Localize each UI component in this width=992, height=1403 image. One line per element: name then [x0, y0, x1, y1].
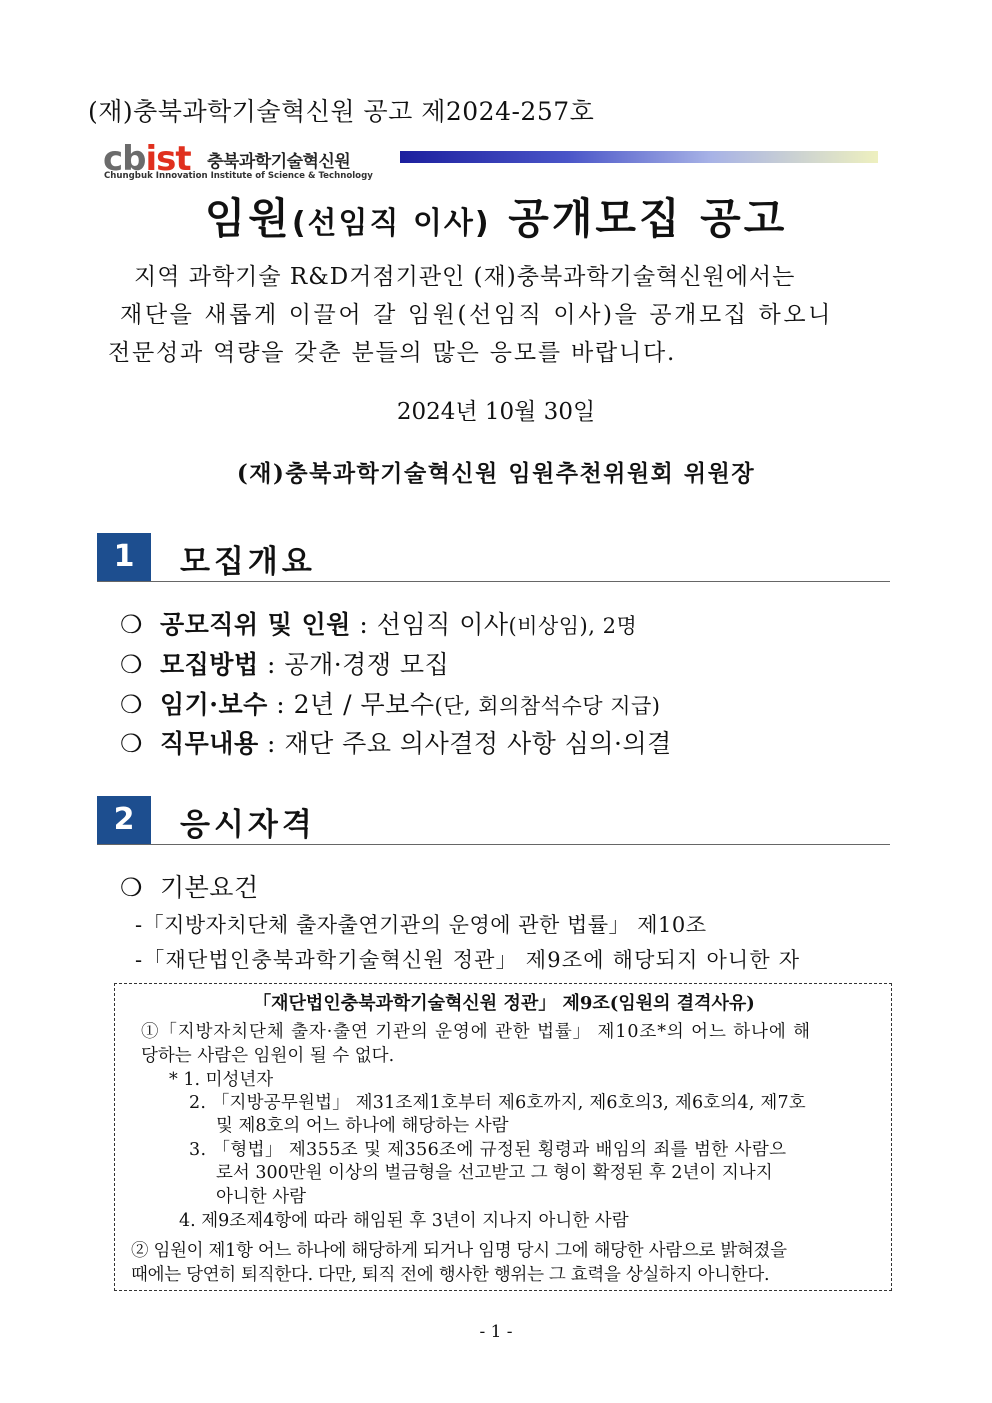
logo-english-name: Chungbuk Innovation Institute of Science & Technology [104, 171, 373, 181]
sub-item-3-line-2: 로서 300만원 이상의 벌금형을 선고받고 그 형이 확정된 후 2년이 지나지 [216, 1163, 773, 1183]
circle-bullet-icon: ❍ [120, 873, 143, 902]
clause-2-line-1: ② 임원이 제1항 어느 하나에 해당하게 되거나 임명 당시 그에 해당한 사람으로 밝혀졌을 [131, 1241, 787, 1261]
item-paren: (단, 회의참석수당 지급) [434, 694, 661, 718]
sub-item-3-line-1: 3. 「형법」 제355조 및 제356조에 규정된 횡령과 배임의 죄를 범한 사람으 [189, 1140, 787, 1160]
notice-number: (재)충북과학기술혁신원 공고 제2024-257호 [88, 97, 595, 126]
overview-item-term [120, 685, 660, 721]
header-gradient-bar [400, 151, 878, 163]
overview-item-position [120, 605, 637, 641]
logo-word-red: ist [145, 139, 191, 179]
requirement-item-2: -「재단법인충북과학기술혁신원 정관」 제9조에 해당되지 아니한 자 [135, 948, 801, 972]
section-2-title: 응시자격 [180, 807, 316, 843]
item-sep: : [350, 610, 377, 639]
requirement-item-1: -「지방자치단체 출자출연기관의 운영에 관한 법률」 제10조 [135, 913, 707, 937]
overview-item-duty [120, 724, 672, 760]
sub-item-1: * 1. 미성년자 [169, 1070, 274, 1090]
circle-bullet-icon: ❍ [120, 610, 143, 639]
box-title: 「재단법인충북과학기술혁신원 정관」 제9조(임원의 결격사유) [253, 993, 755, 1014]
announcement-date: 2024년 10월 30일 [396, 399, 596, 425]
intro-line-2: 재단을 새롭게 이끌어 갈 임원(선임직 이사)을 공개모집 하오니 [120, 302, 833, 328]
requirements-subhead [120, 868, 259, 904]
overview-item-method [120, 645, 449, 681]
item-value: 공개·경쟁 모집 [284, 650, 450, 679]
item-sep: : [258, 729, 285, 758]
logo-word-gray: cb [103, 139, 146, 179]
item-sep: : [267, 690, 294, 719]
sub-item-4: 4. 제9조제4항에 따라 해임된 후 3년이 지나지 아니한 사람 [179, 1211, 629, 1231]
item-key: 모집방법 [160, 650, 259, 679]
articles-box [114, 983, 892, 1291]
title-main-1: 임원 [204, 194, 292, 243]
item-key: 공모직위 및 인원 [160, 610, 351, 639]
cbist-logo [103, 139, 403, 185]
page-title [0, 186, 992, 246]
section-2-number: 2 [97, 796, 151, 844]
item-paren: (비상임), 2명 [508, 614, 638, 638]
circle-bullet-icon: ❍ [120, 729, 143, 758]
clause-2-line-2: 때에는 당연히 퇴직한다. 다만, 퇴직 전에 행사한 행위는 그 효력을 상실하지 아니한다. [131, 1265, 770, 1285]
sub-item-2-line-1: 2. 「지방공무원법」 제31조제1호부터 제6호까지, 제6호의3, 제6호의4, 제7호 [189, 1093, 806, 1113]
title-main-2: 공개모집 공고 [490, 194, 788, 243]
sub-item-3-line-3: 아니한 사람 [216, 1187, 307, 1207]
item-sep: : [258, 650, 285, 679]
title-paren: (선임직 이사) [291, 206, 491, 241]
clause-1-line-1: ①「지방자치단체 출자·출연 기관의 운영에 관한 법률」 제10조*의 어느 하나에 해 [141, 1022, 811, 1042]
item-value: 선임직 이사 [376, 610, 509, 639]
circle-bullet-icon: ❍ [120, 690, 143, 719]
logo-korean-name: 충북과학기술혁신원 [207, 152, 351, 172]
subhead-text: 기본요건 [160, 873, 259, 902]
section-2-divider [97, 844, 890, 845]
circle-bullet-icon: ❍ [120, 650, 143, 679]
signer: (재)충북과학기술혁신원 임원추천위원회 위원장 [236, 460, 756, 487]
sub-item-2-line-2: 및 제8호의 어느 하나에 해당하는 사람 [216, 1116, 509, 1136]
item-key: 직무내용 [160, 729, 259, 758]
intro-line-1: 지역 과학기술 R&D거점기관인 (재)충북과학기술혁신원에서는 [134, 264, 796, 290]
item-value: 2년 / 무보수 [293, 690, 435, 719]
section-1-title: 모집개요 [180, 544, 316, 580]
clause-1-line-2: 당하는 사람은 임원이 될 수 없다. [141, 1046, 395, 1066]
section-1-divider [97, 581, 890, 582]
section-1-number: 1 [97, 533, 151, 581]
item-value: 재단 주요 의사결정 사항 심의·의결 [284, 729, 672, 758]
item-key: 임기·보수 [160, 690, 268, 719]
page-number: - 1 - [479, 1322, 513, 1342]
intro-line-3: 전문성과 역량을 갖춘 분들의 많은 응모를 바랍니다. [108, 340, 677, 366]
